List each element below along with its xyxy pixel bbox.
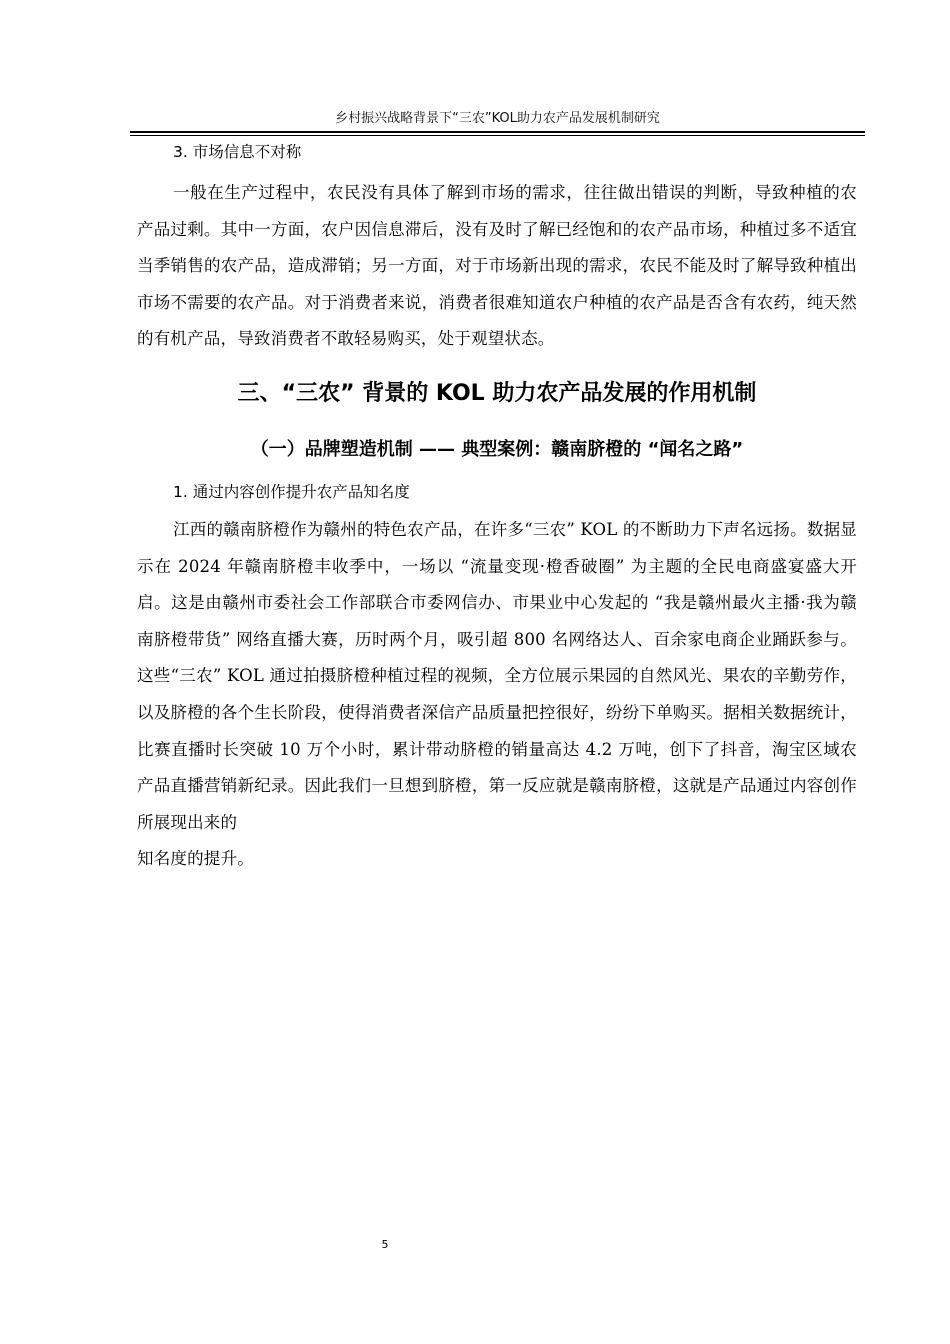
- running-header: 乡村振兴战略背景下“三农”KOL助力农产品发展机制研究: [335, 111, 660, 126]
- subheading-market-info: 3. 市场信息不对称: [173, 143, 302, 161]
- header-rule-thin: [130, 135, 865, 136]
- page-content: [137, 140, 857, 878]
- header-rule-thick: [130, 131, 865, 133]
- paragraph-gannan-navel-orange: 江西的赣南脐橙作为赣州的特色农产品，在许多“三农” KOL 的不断助力下声名远扬。数据显示在 2024 年赣南脐橙丰收季中，一场以 “流量变现·橙香破圈” 为主题的全民电商盛宴盛大开启。这是由赣州市委社会工作部联合市委网信办、市果业中心发起的 “我是赣州最火主播·我为赣南脐橙带货” 网络直播大赛，历时两个月，吸引超 800 名网络达人、百余家电商企业踊跃参与。这些“三农” KOL 通过拍摄脐橙种植过程的视频，全方位展示果园的自然风光、果农的辛勤劳作，以及脐橙的各个生长阶段，使得消费者深信产品质量把控很好，纷纷下单购买。据相关数据统计，比赛直播时长突破 10 万个小时，累计带动脐橙的销量高达 4.2 万吨，创下了抖音，淘宝区域农产品直播营销新纪录。因此我们一旦想到脐橙，第一反应就是赣南脐橙，这就是产品通过内容创作所展现出来的: [137, 519, 857, 832]
- paragraph-tail-line: 知名度的提升。: [137, 849, 254, 869]
- section-title-three: 三、“三农” 背景的 KOL 助力农产品发展的作用机制: [237, 380, 757, 406]
- page-number: 5: [381, 1238, 389, 1251]
- paragraph-market-info: 一般在生产过程中，农民没有具体了解到市场的需求，往往做出错误的判断，导致种植的农产品过剩。其中一方面，农户因信息滞后，没有及时了解已经饱和的农产品市场，种植过多不适宜当季销售的农产品，造成滞销；另一方面，对于市场新出现的需求，农民不能及时了解导致种植出市场不需要的农产品。对于消费者来说，消费者很难知道农户种植的农产品是否含有农药，纯天然的有机产品，导致消费者不敢轻易购买，处于观望状态。: [137, 183, 857, 349]
- subsection-title-brand: （一）品牌塑造机制 —— 典型案例：赣南脐橙的 “闻名之路”: [250, 438, 744, 460]
- subheading-content-creation: 1. 通过内容创作提升农产品知名度: [173, 482, 410, 501]
